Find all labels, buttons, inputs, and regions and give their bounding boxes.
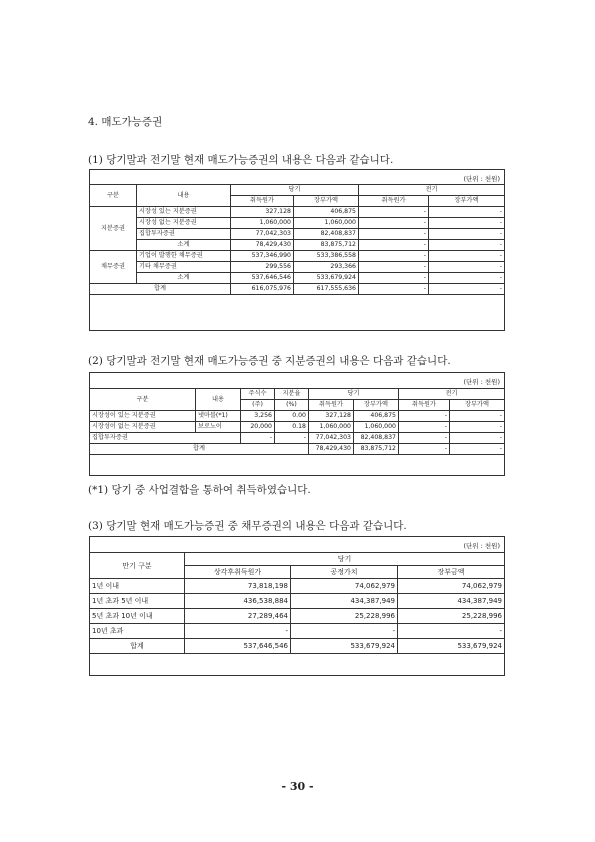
cell: 소계 xyxy=(137,240,231,251)
cell: 보로노이 xyxy=(196,422,241,433)
cell: 533,679,924 xyxy=(291,639,398,654)
cell: 넷마블(*1) xyxy=(196,411,241,422)
cell: - xyxy=(398,624,505,639)
cell: 533,679,924 xyxy=(398,639,505,654)
cell: 1년 초과 5년 이내 xyxy=(90,594,185,609)
cell: - xyxy=(450,422,505,433)
cell: 기타 채무증권 xyxy=(137,262,231,273)
table-row xyxy=(90,229,505,240)
cell: - xyxy=(359,229,429,240)
cell: 20,000 xyxy=(241,422,275,433)
cell: 327,128 xyxy=(309,411,354,422)
cell: 시장성 있는 지분증권 xyxy=(137,207,231,218)
section-title: 4. 매도가능증권 xyxy=(88,116,163,128)
table-row xyxy=(90,579,505,594)
cell: 434,387,949 xyxy=(398,594,505,609)
cell: 1,060,000 xyxy=(309,422,354,433)
cell: - xyxy=(399,411,450,422)
cell: 1,060,000 xyxy=(294,218,359,229)
cell: - xyxy=(359,262,429,273)
table-row xyxy=(90,262,505,273)
cell: 436,538,884 xyxy=(185,594,291,609)
t2-h-naeyong: 내용 xyxy=(196,389,241,411)
table3 xyxy=(89,552,505,654)
t3-h-gubun: 만기 구분 xyxy=(90,553,185,579)
table-row xyxy=(90,433,505,444)
cell: 74,062,979 xyxy=(291,579,398,594)
cell: - xyxy=(429,229,505,240)
cell: 537,646,546 xyxy=(185,639,291,654)
cell: 533,679,924 xyxy=(294,273,359,284)
cell: 기업이 발행한 채무증권 xyxy=(137,251,231,262)
cell: 0.18 xyxy=(275,422,309,433)
cell: 434,387,949 xyxy=(291,594,398,609)
cell: - xyxy=(241,433,275,444)
cell: 406,875 xyxy=(294,207,359,218)
cell: 10년 초과 xyxy=(90,624,185,639)
cell: - xyxy=(359,207,429,218)
t2-h-shares: 주식수 xyxy=(241,389,275,400)
table2 xyxy=(89,388,505,455)
table3-unit: (단위 : 천원) xyxy=(463,542,500,550)
table-row xyxy=(90,609,505,624)
cell: - xyxy=(275,433,309,444)
cell: - xyxy=(429,251,505,262)
table1-unit: (단위 : 천원) xyxy=(463,175,500,183)
cell: - xyxy=(291,624,398,639)
cell: 537,646,546 xyxy=(231,273,294,284)
cell: - xyxy=(399,422,450,433)
cell: 537,346,990 xyxy=(231,251,294,262)
t1-h-book: 장부가액 xyxy=(294,196,359,207)
table-row xyxy=(90,218,505,229)
t1-h-dangi: 당기 xyxy=(231,185,359,196)
cell: - xyxy=(399,433,450,444)
table-row xyxy=(90,422,505,433)
cell: - xyxy=(450,444,505,455)
cell: - xyxy=(359,240,429,251)
t3-h-book: 장부금액 xyxy=(398,566,505,579)
cell: 1,060,000 xyxy=(231,218,294,229)
cell: 5년 초과 10년 이내 xyxy=(90,609,185,624)
cell: 0.00 xyxy=(275,411,309,422)
cell: - xyxy=(429,273,505,284)
t2-h-book: 장부가액 xyxy=(354,400,399,411)
cell: 25,228,996 xyxy=(291,609,398,624)
table-row xyxy=(90,624,505,639)
cell: 616,075,976 xyxy=(231,284,294,295)
cell: 83,875,712 xyxy=(294,240,359,251)
table-row xyxy=(90,273,505,284)
cell: 82,408,837 xyxy=(354,433,399,444)
total-label: 합계 xyxy=(90,444,309,455)
cell: 25,228,996 xyxy=(398,609,505,624)
t2-h-ratio-unit: (%) xyxy=(275,400,309,411)
table-row xyxy=(90,240,505,251)
t3-h-fair: 공정가치 xyxy=(291,566,398,579)
cell: - xyxy=(185,624,291,639)
t1-h-cost-prev: 취득원가 xyxy=(359,196,429,207)
table1 xyxy=(89,184,505,295)
cell: 406,875 xyxy=(354,411,399,422)
cell: 1,060,000 xyxy=(354,422,399,433)
t2-h-jeongi: 전기 xyxy=(399,389,505,400)
cell: 27,289,464 xyxy=(185,609,291,624)
t1-h-book-prev: 장부가액 xyxy=(429,196,505,207)
table2-unit: (단위 : 천원) xyxy=(463,378,500,386)
t2-h-dangi: 당기 xyxy=(309,389,399,400)
cell: 소계 xyxy=(137,273,231,284)
cell: - xyxy=(450,433,505,444)
cell: 시장성이 있는 지분증권 xyxy=(90,411,196,422)
total-row xyxy=(90,284,505,295)
table-row xyxy=(90,594,505,609)
t3-h-amort: 상각후취득원가 xyxy=(185,566,291,579)
cell: 1년 이내 xyxy=(90,579,185,594)
total-row xyxy=(90,444,505,455)
t1-h-cost: 취득원가 xyxy=(231,196,294,207)
cell: 617,555,636 xyxy=(294,284,359,295)
cell: - xyxy=(450,411,505,422)
cell: 시장성 없는 지분증권 xyxy=(137,218,231,229)
cell: 327,128 xyxy=(231,207,294,218)
cell: - xyxy=(359,284,429,295)
page-number: - 30 - xyxy=(281,780,314,793)
cell: - xyxy=(429,262,505,273)
t2-h-gubun: 구분 xyxy=(90,389,196,411)
t2-h-ratio: 지분율 xyxy=(275,389,309,400)
cell: 집합투자증권 xyxy=(137,229,231,240)
t2-h-shares-unit: (주) xyxy=(241,400,275,411)
cell: 293,366 xyxy=(294,262,359,273)
total-row xyxy=(90,639,505,654)
cell: 74,062,979 xyxy=(398,579,505,594)
table-row xyxy=(90,251,505,262)
cell: 73,818,198 xyxy=(185,579,291,594)
cell: 78,429,430 xyxy=(231,240,294,251)
t1-h-gubun: 구분 xyxy=(90,185,137,207)
total-label: 합계 xyxy=(90,639,185,654)
cell: 집합투자증권 xyxy=(90,433,241,444)
table2-caption: (2) 당기말과 전기말 현재 매도가능증권 중 지분증권의 내용은 다음과 같습니다. xyxy=(88,355,451,367)
cell: 77,042,303 xyxy=(309,433,354,444)
t1-group-equity: 지분증권 xyxy=(90,207,137,251)
cell: 78,429,430 xyxy=(309,444,354,455)
t3-h-dangi: 당기 xyxy=(185,553,505,566)
cell: - xyxy=(399,444,450,455)
cell: 시장성이 없는 지분증권 xyxy=(90,422,196,433)
t2-h-cost: 취득원가 xyxy=(309,400,354,411)
cell: 77,042,303 xyxy=(231,229,294,240)
total-label: 합계 xyxy=(90,284,231,295)
cell: - xyxy=(429,284,505,295)
t2-h-book-prev: 장부가액 xyxy=(450,400,505,411)
cell: - xyxy=(429,218,505,229)
t2-h-cost-prev: 취득원가 xyxy=(399,400,450,411)
cell: 3,256 xyxy=(241,411,275,422)
table3-caption: (3) 당기말 현재 매도가능증권 중 채무증권의 내용은 다음과 같습니다. xyxy=(88,520,407,532)
cell: 83,875,712 xyxy=(354,444,399,455)
cell: - xyxy=(359,218,429,229)
cell: - xyxy=(359,273,429,284)
cell: - xyxy=(429,207,505,218)
table-row xyxy=(90,207,505,218)
cell: 533,386,558 xyxy=(294,251,359,262)
table-row xyxy=(90,411,505,422)
cell: - xyxy=(359,251,429,262)
t1-group-debt: 채무증권 xyxy=(90,251,137,284)
cell: 299,556 xyxy=(231,262,294,273)
cell: 82,408,837 xyxy=(294,229,359,240)
t1-h-naeyong: 내용 xyxy=(137,185,231,207)
cell: - xyxy=(429,240,505,251)
t1-h-jeongi: 전기 xyxy=(359,185,505,196)
table2-footnote: (*1) 당기 중 사업결합을 통하여 취득하였습니다. xyxy=(88,484,311,496)
table1-caption: (1) 당기말과 전기말 현재 매도가능증권의 내용은 다음과 같습니다. xyxy=(88,154,394,166)
